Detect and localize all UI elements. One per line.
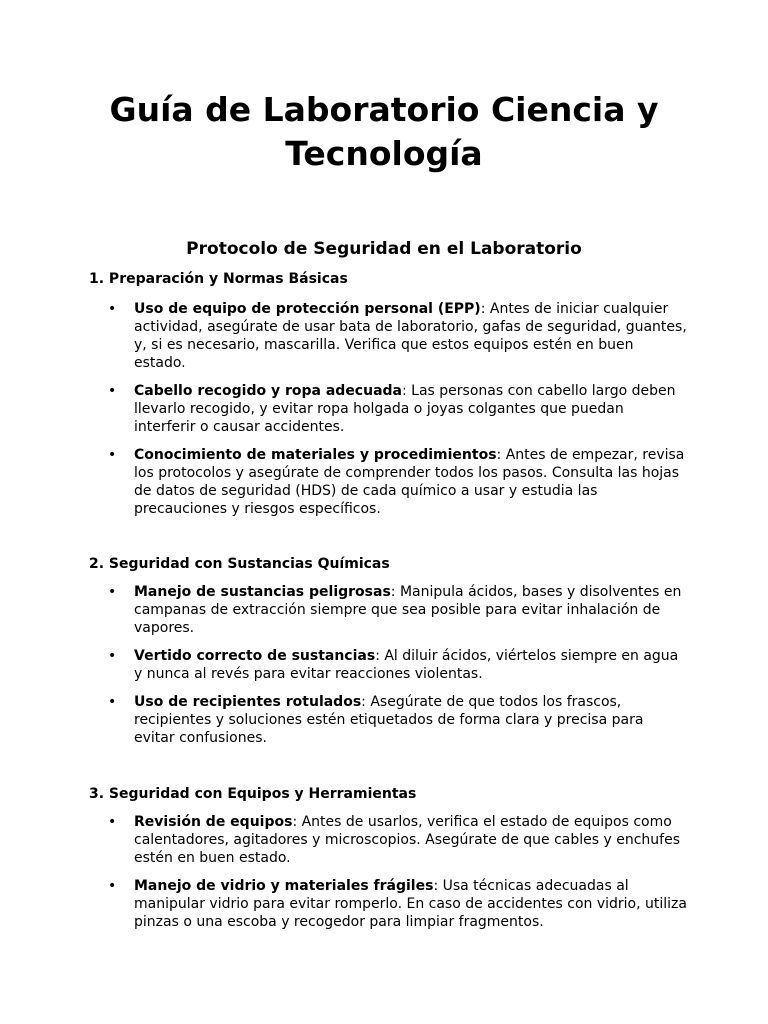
list-item <box>108 300 688 372</box>
item-text: : Las personas con cabello largo deben llevarlo recogido, y evitar ropa holgada o joyas colgantes que puedan interferir o causar accidentes. <box>134 383 676 435</box>
item-text: : Antes de empezar, revisa los protocolos y asegúrate de comprender todos los pasos. Consulta las hojas de datos de seguridad (HDS) de cada químico a usar y estudia las precauciones y riesgos específicos. <box>134 447 685 517</box>
section-list-equipos-herramientas <box>108 813 688 941</box>
bullet-icon: • <box>108 447 117 463</box>
item-text: : Asegúrate de que todos los frascos, recipientes y soluciones estén etiquetados de forma clara y precisa para evitar confusiones. <box>134 694 644 746</box>
item-term: Uso de recipientes rotulados <box>134 694 362 710</box>
section-heading-sustancias-quimicas: 2. Seguridad con Sustancias Químicas <box>89 556 390 572</box>
item-term: Conocimiento de materiales y procedimientos <box>134 447 497 463</box>
document-title-line-2: Tecnología <box>285 134 483 173</box>
item-term: Vertido correcto de sustancias <box>134 648 376 664</box>
section-list-sustancias-quimicas <box>108 583 688 757</box>
item-term: Revisión de equipos <box>134 814 293 830</box>
item-text: : Manipula ácidos, bases y disolventes en campanas de extracción siempre que sea posible para evitar inhalación de vapores. <box>134 584 682 636</box>
item-term: Manejo de sustancias peligrosas <box>134 584 391 600</box>
list-item <box>108 583 688 637</box>
list-item <box>108 446 688 518</box>
list-item <box>108 877 688 931</box>
list-item <box>108 647 688 683</box>
section-heading-equipos-herramientas: 3. Seguridad con Equipos y Herramientas <box>89 786 417 802</box>
item-text: : Al diluir ácidos, viértelos siempre en agua y nunca al revés para evitar reacciones violentas. <box>134 648 679 682</box>
list-item <box>108 693 688 747</box>
list-item <box>108 382 688 436</box>
bullet-icon: • <box>108 301 117 317</box>
item-term: Manejo de vidrio y materiales frágiles <box>134 878 434 894</box>
item-text: : Antes de iniciar cualquier actividad, asegúrate de usar bata de laboratorio, gafas de seguridad, guantes, y, si es necesario, mascarilla. Verifica que estos equipos estén en buen estado. <box>134 301 687 371</box>
item-text: : Usa técnicas adecuadas al manipular vidrio para evitar romperlo. En caso de accidentes con vidrio, utiliza pinzas o una escoba y recogedor para limpiar fragmentos. <box>134 878 687 930</box>
bullet-icon: • <box>108 383 117 399</box>
list-item <box>108 813 688 867</box>
item-text: : Antes de usarlos, verifica el estado de equipos como calentadores, agitadores y microscopios. Asegúrate de que cables y enchufes estén en buen estado. <box>134 814 680 866</box>
bullet-icon: • <box>108 814 117 830</box>
protocol-title: Protocolo de Seguridad en el Laboratorio <box>186 239 582 259</box>
bullet-icon: • <box>108 648 117 664</box>
item-term: Cabello recogido y ropa adecuada <box>134 383 402 399</box>
section-heading-preparacion: 1. Preparación y Normas Básicas <box>89 271 348 287</box>
section-list-preparacion <box>108 300 688 528</box>
bullet-icon: • <box>108 694 117 710</box>
bullet-icon: • <box>108 584 117 600</box>
document-title <box>60 88 708 176</box>
document-title-line-1: Guía de Laboratorio Ciencia y <box>109 90 659 129</box>
bullet-icon: • <box>108 878 117 894</box>
item-term: Uso de equipo de protección personal (EPP) <box>134 301 481 317</box>
